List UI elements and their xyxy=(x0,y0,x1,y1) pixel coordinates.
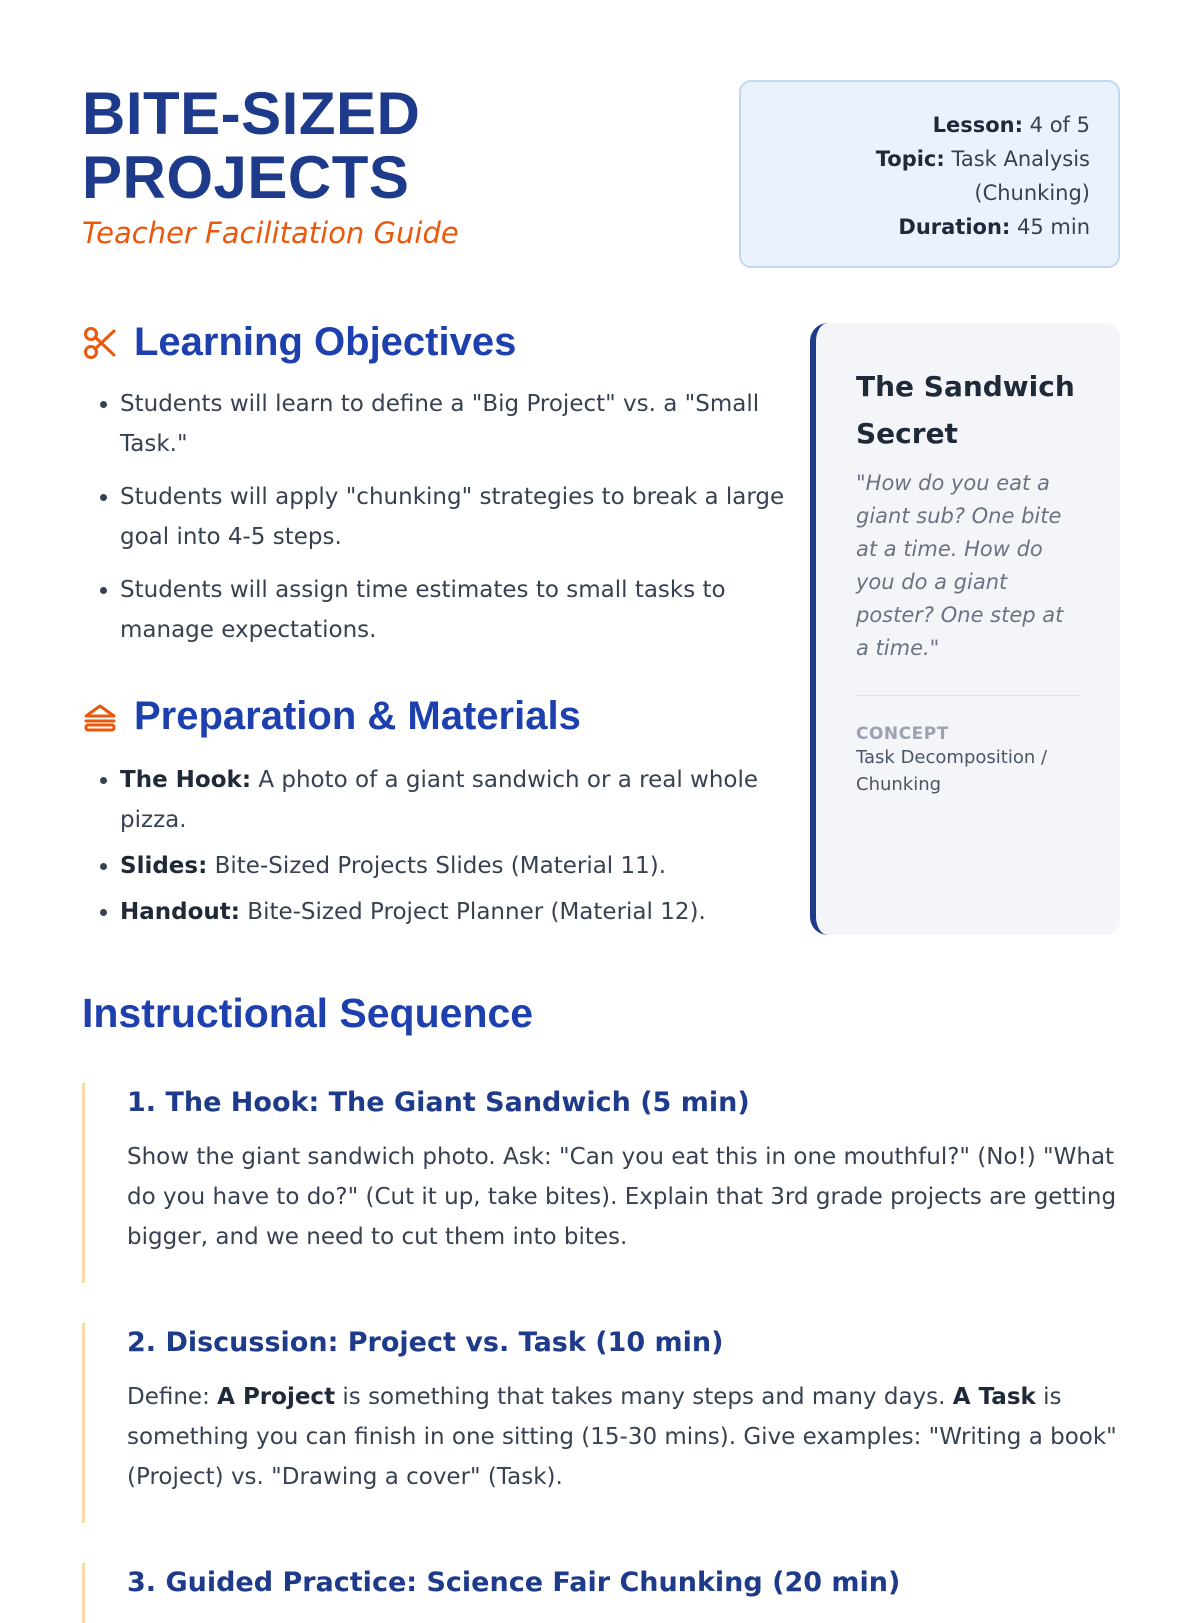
lesson-value: 4 of 5 xyxy=(1029,113,1090,137)
lesson-label: Lesson: xyxy=(932,113,1023,137)
title-line-1: BITE-SIZED xyxy=(82,80,421,147)
list-item xyxy=(120,846,800,886)
sandwich-secret-card xyxy=(810,323,1120,935)
list-item: • Students will apply "chunking" strategies to break a large goal into 4-5 steps. xyxy=(120,477,800,557)
list-item xyxy=(120,892,800,932)
lesson-page xyxy=(82,0,1122,1600)
sequence-step xyxy=(82,1323,1122,1523)
scissors-icon xyxy=(82,325,118,361)
card-title: The Sandwich Secret xyxy=(856,370,1075,450)
material-label: The Hook: xyxy=(120,767,252,793)
topic-value-line1: Task Analysis xyxy=(951,147,1090,171)
step-title: 3. Guided Practice: Science Fair Chunking (20 min) xyxy=(127,1567,901,1598)
list-item: • Students will assign time estimates to small tasks to manage expectations. xyxy=(120,570,800,650)
materials-list xyxy=(82,760,800,938)
material-text: A photo of a giant sandwich or a real whole pizza. xyxy=(120,767,759,833)
list-item: • Students will learn to define a "Big Project" vs. a "Small Task." xyxy=(120,384,800,464)
step-bold: A xyxy=(952,1384,979,1410)
step-term: Task xyxy=(978,1384,1036,1410)
step-body: Show the giant sandwich photo. Ask: "Can you eat this in one mouthful?" (No!) "What do you have to do?" (Cut it up, take bites). Explain that 3rd grade projects are getting bigger, and we need to cut them into bites. xyxy=(127,1144,1117,1250)
sequence-heading: Instructional Sequence xyxy=(82,990,534,1036)
sequence-step xyxy=(82,1083,1122,1283)
concept-value: Task Decomposition / Chunking xyxy=(856,747,1048,795)
step-bold: A xyxy=(217,1384,243,1410)
title-line-2: PROJECTS xyxy=(82,144,410,211)
step-title: 1. The Hook: The Giant Sandwich (5 min) xyxy=(127,1087,750,1118)
topic-label: Topic: xyxy=(875,147,945,171)
step-term: Project xyxy=(242,1384,336,1410)
objectives-heading-text: Learning Objectives xyxy=(134,320,517,364)
materials-heading-text: Preparation & Materials xyxy=(134,694,581,738)
page-title xyxy=(82,82,420,210)
duration-meta-row xyxy=(769,210,1090,244)
step-title: 2. Discussion: Project vs. Task (10 min) xyxy=(127,1327,724,1358)
material-text: Bite-Sized Projects Slides (Material 11). xyxy=(207,853,667,879)
step-text: is something that takes many steps and many days. xyxy=(335,1384,953,1410)
objectives-heading xyxy=(82,320,516,365)
concept-label: CONCEPT xyxy=(856,724,949,744)
lesson-meta-row xyxy=(769,108,1090,142)
topic-meta-row xyxy=(769,142,1090,176)
step-text: Define: xyxy=(127,1384,218,1410)
duration-value: 45 min xyxy=(1017,215,1090,239)
step-text: is something you can finish in one sitting (15-30 mins). Give examples: "Writing a book" (Project) vs. "Drawing a cover" (Task). xyxy=(127,1384,1117,1490)
objectives-list xyxy=(82,384,800,663)
topic-meta-row-cont xyxy=(769,176,1090,210)
material-text: Bite-Sized Project Planner (Material 12). xyxy=(239,899,706,925)
step-body xyxy=(127,1377,1122,1497)
card-divider xyxy=(856,695,1082,696)
materials-heading xyxy=(82,694,581,739)
sandwich-icon xyxy=(82,699,118,735)
lesson-meta-box xyxy=(739,80,1120,268)
page-subtitle: Teacher Facilitation Guide xyxy=(82,216,459,250)
list-item xyxy=(120,760,800,840)
material-label: Slides: xyxy=(120,853,208,879)
card-quote: "How do you eat a giant sub? One bite at a time. How do you do a giant poster? One step at a time." xyxy=(856,471,1064,660)
topic-value-line2: (Chunking) xyxy=(974,181,1090,205)
duration-label: Duration: xyxy=(898,215,1011,239)
material-label: Handout: xyxy=(120,899,240,925)
sequence-step xyxy=(82,1563,1122,1623)
